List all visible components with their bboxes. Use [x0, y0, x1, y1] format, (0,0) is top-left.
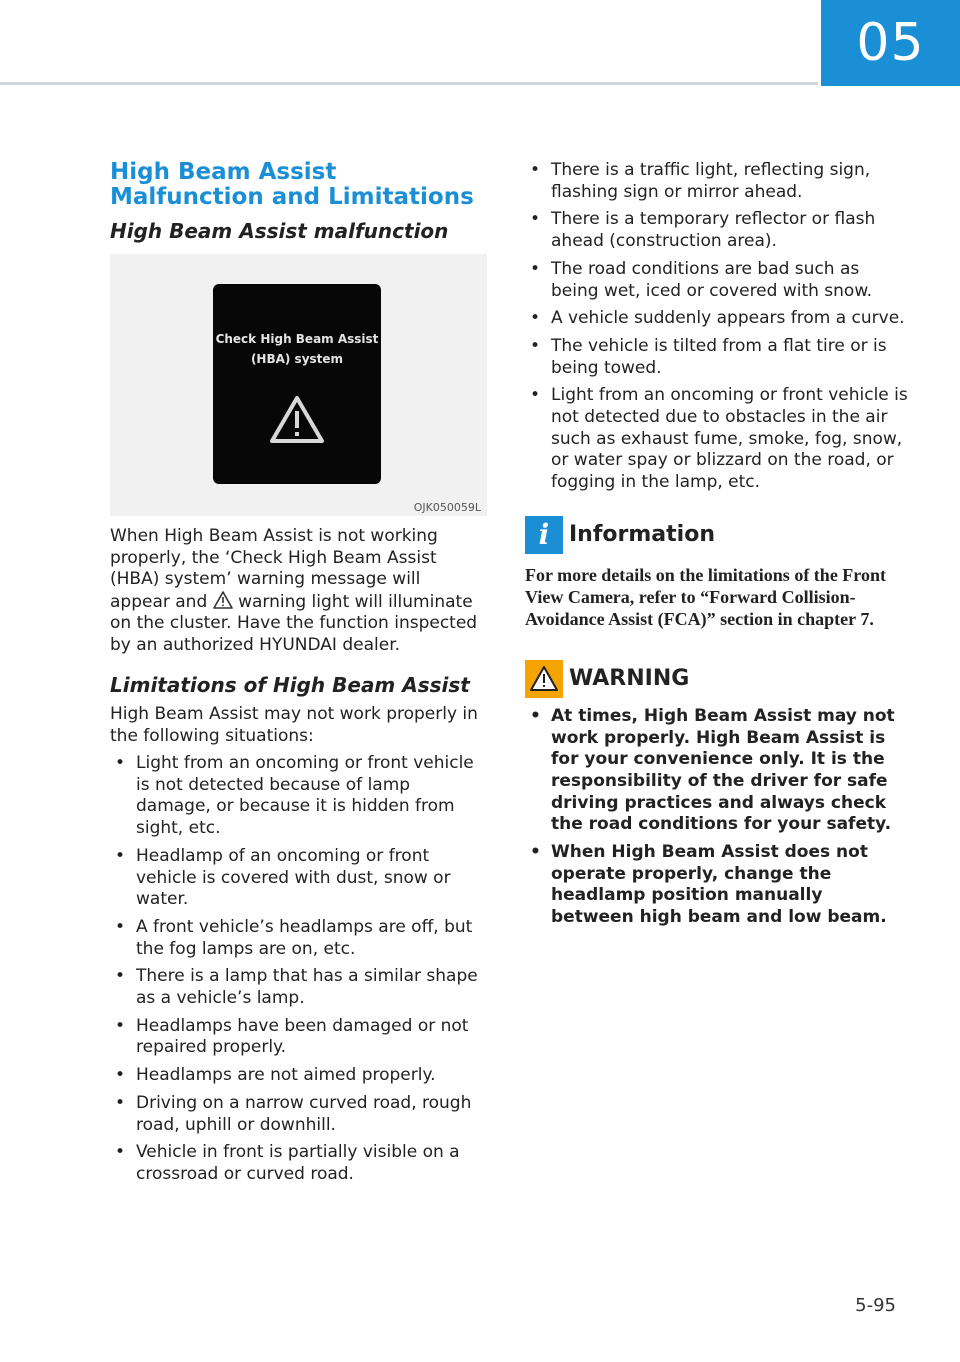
malfunction-text-b: warning light will illuminate on the cluster. Have the function inspected by an authorized HYUNDAI dealer. [110, 591, 478, 655]
list-item: • Headlamp of an oncoming or front vehicle is covered with dust, snow or water. [110, 846, 485, 911]
list-item: • There is a lamp that has a similar shape as a vehicle’s lamp. [110, 966, 485, 1009]
limitations-list-continued [525, 160, 910, 494]
figure-code: OJK050059L [413, 501, 481, 514]
list-item: • A front vehicle’s headlamps are off, but the fog lamps are on, etc. [110, 917, 485, 960]
page-number: 5-95 [855, 1295, 896, 1316]
list-item: • The road conditions are bad such as being wet, iced or covered with snow. [525, 259, 910, 302]
subsection-title-malfunction: High Beam Assist malfunction [110, 219, 449, 243]
section-title: High Beam Assist Malfunction and Limitations [110, 159, 474, 210]
limitations-intro: High Beam Assist may not work properly in the following situations: [110, 704, 478, 746]
cluster-screen [213, 284, 381, 484]
screen-message-line2: (HBA) system [250, 352, 344, 366]
warning-header [525, 660, 910, 698]
header-rule [0, 82, 818, 85]
list-item: • Headlamps have been damaged or not repaired properly. [110, 1016, 485, 1059]
information-title: Information [569, 522, 715, 548]
info-icon: i [525, 516, 563, 554]
list-item: • Driving on a narrow curved road, rough road, uphill or downhill. [110, 1093, 485, 1136]
warning-triangle-icon [525, 660, 563, 698]
list-item: • At times, High Beam Assist may not work properly. High Beam Assist is for your convenience only. It is the responsibility of the driver for safe driving practices and always check the road conditions for your safety. [525, 706, 910, 836]
list-item: • Light from an oncoming or front vehicle is not detected because of lamp damage, or because it is hidden from sight, etc. [110, 753, 485, 840]
list-item: • When High Beam Assist does not operate properly, change the headlamp position manually between high beam and low beam. [525, 842, 910, 929]
warning-triangle-icon [268, 394, 326, 446]
chapter-tab: 05 [821, 0, 960, 86]
information-body: For more details on the limitations of the Front View Camera, refer to “Forward Collision-Avoidance Assist (FCA)” section in chapter 7. [525, 564, 886, 629]
limitations-list [110, 753, 485, 1186]
left-column [110, 160, 485, 1192]
warning-title: WARNING [569, 666, 690, 692]
list-item: • A vehicle suddenly appears from a curve. [525, 308, 910, 330]
warning-light-icon [213, 591, 233, 609]
list-item: • Light from an oncoming or front vehicle is not detected due to obstacles in the air such as exhaust fume, smoke, fog, snow, or water spay or blizzard on the road, or fogging in the lamp, etc. [525, 385, 910, 494]
cluster-figure [110, 254, 487, 516]
warning-list [525, 706, 910, 929]
subsection-title-limitations: Limitations of High Beam Assist [110, 673, 470, 697]
list-item: • Headlamps are not aimed properly. [110, 1065, 485, 1087]
information-header [525, 516, 910, 554]
list-item: • Vehicle in front is partially visible on a crossroad or curved road. [110, 1142, 485, 1185]
list-item: • There is a traffic light, reflecting sign, flashing sign or mirror ahead. [525, 160, 910, 203]
right-column [525, 160, 910, 935]
malfunction-paragraph [110, 526, 485, 656]
list-item: • The vehicle is tilted from a flat tire or is being towed. [525, 336, 910, 379]
list-item: • There is a temporary reflector or flash ahead (construction area). [525, 209, 910, 252]
malfunction-text-a: When High Beam Assist is not working properly, the ‘Check High Beam Assist (HBA) system’ warning message will appear and [110, 526, 438, 612]
screen-message-line1: Check High Beam Assist [215, 332, 379, 346]
